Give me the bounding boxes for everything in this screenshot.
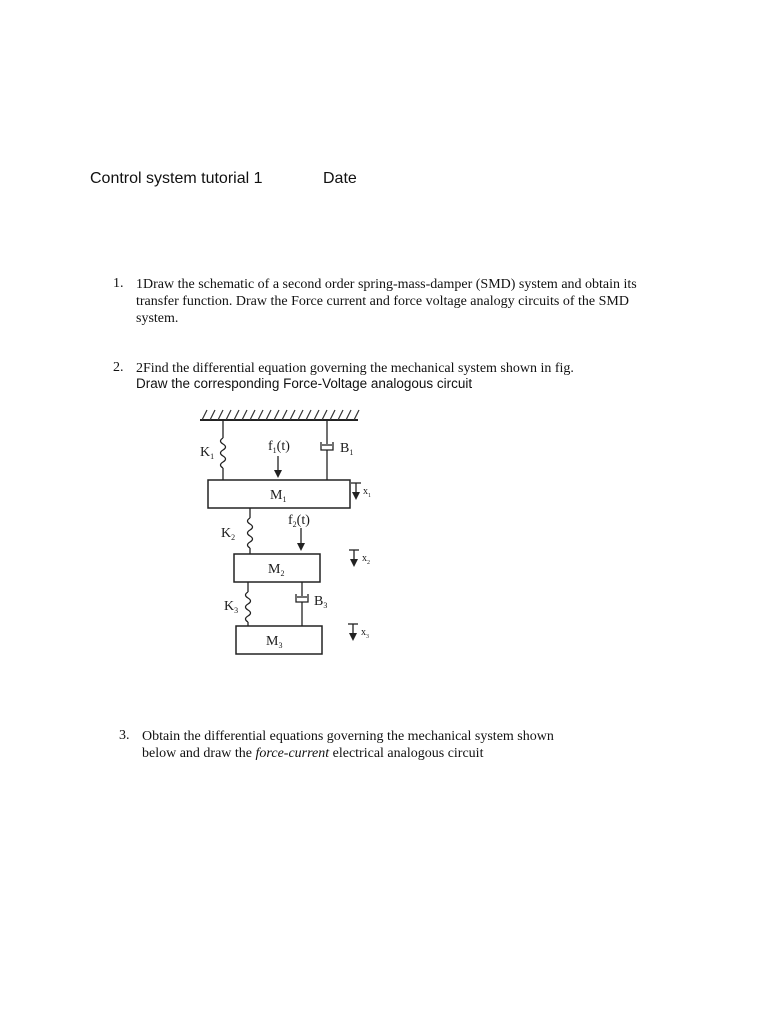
mechanical-system-figure [190,400,390,662]
spring-k1 [221,420,226,480]
damper-b1 [321,420,333,480]
label-b3: $B_3$ [314,594,328,610]
question-3-number: 3. [119,728,130,743]
question-2-line-2: Draw the corresponding Force-Voltage analogous circuit [136,376,473,391]
question-1-text [136,276,696,327]
question-2-line-1: 2Find the differential equation governing the mechanical system shown in fig. [136,361,574,376]
force-f2-arrow [297,528,305,551]
displacement-x1-arrow [351,483,361,500]
question-3-line-1: Obtain the differential equations governing the mechanical system shown [142,729,554,744]
spring-k3 [246,582,251,626]
force-f1-arrow [274,456,282,478]
label-k1: $K_1$ [200,445,215,461]
label-m1: $M_1$ [270,488,287,504]
label-k2: $K_2$ [221,526,236,542]
displacement-x2-arrow [349,550,359,567]
question-3-line-2: below and draw the force-current electrical analogous circuit [142,746,484,761]
label-m3: $M_3$ [266,634,283,650]
fixed-support [200,410,359,420]
label-x1: $x_1$ [363,486,371,499]
question-2-number: 2. [113,360,124,375]
label-b1: $B_1$ [340,441,354,457]
label-x3: $x_3$ [361,627,369,640]
question-1-line-3: system. [136,311,179,326]
label-x2: $x_2$ [362,553,370,566]
question-1-number: 1. [113,276,124,291]
page-title: Control system tutorial 1 [90,170,263,187]
displacement-x3-arrow [348,624,358,641]
label-k3: $K_3$ [224,599,239,615]
label-f1: $f_1(t)$ [268,439,290,455]
label-f2: $f_2(t)$ [288,513,310,529]
label-m2: $M_2$ [268,562,285,578]
question-1-line-1: 1Draw the schematic of a second order spring-mass-damper (SMD) system and obtain its [136,277,637,292]
spring-k2 [248,508,253,554]
date-label: Date [323,170,357,187]
damper-b3 [296,582,308,626]
question-1-line-2: transfer function. Draw the Force current and force voltage analogy circuits of the SMD [136,294,629,309]
force-current-italic: force-current [255,746,330,761]
